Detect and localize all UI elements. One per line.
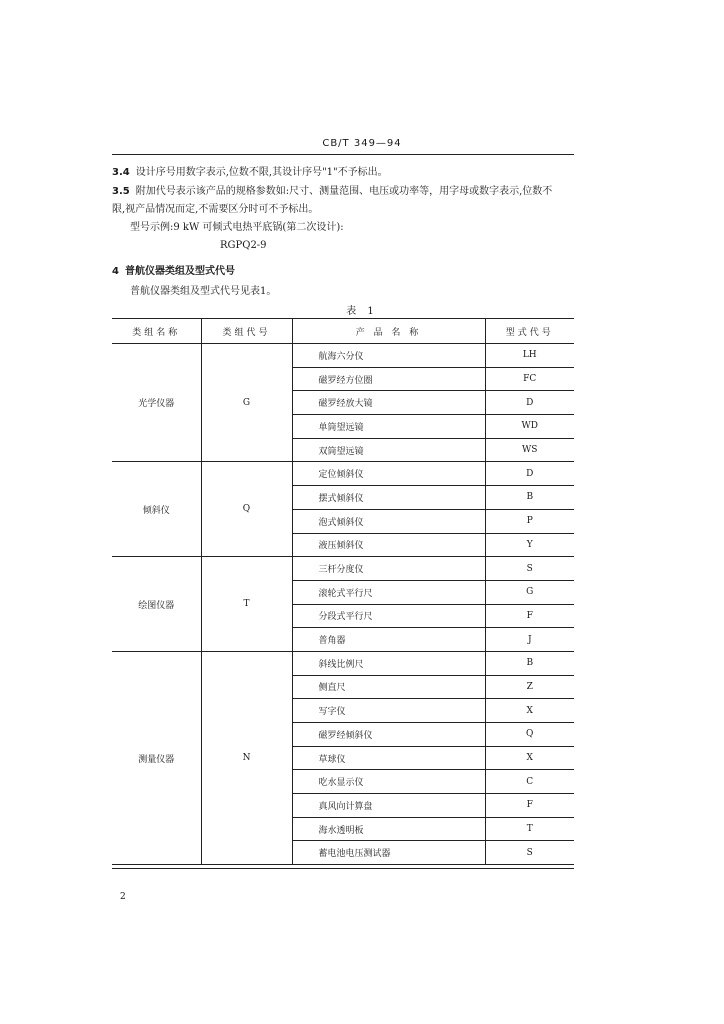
type-code-cell: Y bbox=[485, 533, 574, 557]
product-name-cell: 分段式平行尺 bbox=[292, 604, 485, 628]
standard-header: CB/T 349—94 bbox=[322, 138, 402, 149]
table-caption: 表 1 bbox=[346, 306, 378, 317]
type-code-cell: B bbox=[485, 651, 574, 675]
paragraph-text: 设计序号用数字表示,位数不限,其设计序号"1"不予标出。 bbox=[135, 167, 388, 178]
product-name-cell: 侧直尺 bbox=[292, 675, 485, 699]
product-name-cell: 草球仪 bbox=[292, 746, 485, 770]
product-name-cell: 定位倾斜仪 bbox=[292, 462, 485, 486]
product-name-cell: 磁罗经倾斜仪 bbox=[292, 723, 485, 747]
group-name-cell: 光学仪器 bbox=[112, 344, 201, 462]
page-number: 2 bbox=[120, 892, 126, 902]
type-code-cell: D bbox=[485, 462, 574, 486]
product-name-cell: 滚轮式平行尺 bbox=[292, 580, 485, 604]
group-name-cell: 测量仪器 bbox=[112, 651, 201, 864]
product-name-cell: 斜线比例尺 bbox=[292, 651, 485, 675]
type-code-cell: X bbox=[485, 746, 574, 770]
type-code-cell: FC bbox=[485, 367, 574, 391]
section-intro: 普航仪器类组及型式代号见表1。 bbox=[130, 286, 277, 297]
type-code-cell: Q bbox=[485, 723, 574, 747]
type-code-cell: J bbox=[485, 628, 574, 652]
paragraph-3-5-line2: 限,视产品情况而定,不需要区分时可不予标出。 bbox=[112, 204, 319, 215]
group-code-cell: Q bbox=[201, 462, 292, 557]
instrument-table bbox=[112, 318, 574, 865]
product-name-cell: 单筒望远镜 bbox=[292, 415, 485, 439]
section-number: 4 bbox=[112, 266, 119, 277]
type-code-cell: WS bbox=[485, 438, 574, 462]
section-4-heading bbox=[112, 262, 235, 277]
type-code-cell: F bbox=[485, 604, 574, 628]
paragraph-number: 3.5 bbox=[112, 186, 130, 197]
product-name-cell: 蓄电池电压测试器 bbox=[292, 841, 485, 865]
product-name-cell: 液压倾斜仪 bbox=[292, 533, 485, 557]
type-code-cell: C bbox=[485, 770, 574, 794]
product-name-cell: 磁罗经放大镜 bbox=[292, 391, 485, 415]
example-line: 型号示例:9 kW 可倾式电热平底锅(第二次设计): bbox=[130, 222, 344, 233]
group-name-cell: 绘图仪器 bbox=[112, 557, 201, 652]
header-type-code: 型式代号 bbox=[485, 319, 574, 344]
type-code-cell: B bbox=[485, 486, 574, 510]
example-code: RGPQ2-9 bbox=[220, 240, 267, 251]
product-name-cell: 航海六分仪 bbox=[292, 344, 485, 368]
type-code-cell: G bbox=[485, 580, 574, 604]
paragraph-3-4 bbox=[112, 166, 388, 180]
type-code-cell: T bbox=[485, 817, 574, 841]
product-name-cell: 普角器 bbox=[292, 628, 485, 652]
product-name-cell: 双筒望远镜 bbox=[292, 438, 485, 462]
type-code-cell: F bbox=[485, 794, 574, 818]
product-name-cell: 写字仪 bbox=[292, 699, 485, 723]
type-code-cell: X bbox=[485, 699, 574, 723]
product-name-cell: 吃水显示仪 bbox=[292, 770, 485, 794]
type-code-cell: WD bbox=[485, 415, 574, 439]
table-row bbox=[112, 651, 574, 675]
product-name-cell: 泡式倾斜仪 bbox=[292, 509, 485, 533]
type-code-cell: D bbox=[485, 391, 574, 415]
section-title: 普航仪器类组及型式代号 bbox=[124, 266, 235, 277]
type-code-cell: Z bbox=[485, 675, 574, 699]
product-name-cell: 海水透明板 bbox=[292, 817, 485, 841]
group-name-cell: 倾斜仪 bbox=[112, 462, 201, 557]
type-code-cell: S bbox=[485, 557, 574, 581]
group-code-cell: T bbox=[201, 557, 292, 652]
paragraph-3-5-line1 bbox=[112, 185, 552, 199]
type-code-cell: S bbox=[485, 841, 574, 865]
table-row bbox=[112, 462, 574, 486]
table-bottom-rule bbox=[112, 868, 574, 869]
group-code-cell: N bbox=[201, 651, 292, 864]
type-code-cell: P bbox=[485, 509, 574, 533]
group-code-cell: G bbox=[201, 344, 292, 462]
paragraph-text: 附加代号表示该产品的规格参数如:尺寸、测量范围、电压或功率等，用字母或数字表示,位数不 bbox=[135, 186, 553, 197]
table-row bbox=[112, 557, 574, 581]
product-name-cell: 三杆分度仪 bbox=[292, 557, 485, 581]
header-group-name: 类组名称 bbox=[112, 319, 201, 344]
table-row bbox=[112, 344, 574, 368]
product-name-cell: 真风向计算盘 bbox=[292, 794, 485, 818]
paragraph-number: 3.4 bbox=[112, 167, 130, 178]
header-product-name: 产 品 名 称 bbox=[292, 319, 485, 344]
header-rule bbox=[112, 154, 574, 155]
type-code-cell: LH bbox=[485, 344, 574, 368]
product-name-cell: 摆式倾斜仪 bbox=[292, 486, 485, 510]
table-header-row bbox=[112, 319, 574, 344]
product-name-cell: 磁罗经方位圈 bbox=[292, 367, 485, 391]
header-group-code: 类组代号 bbox=[201, 319, 292, 344]
